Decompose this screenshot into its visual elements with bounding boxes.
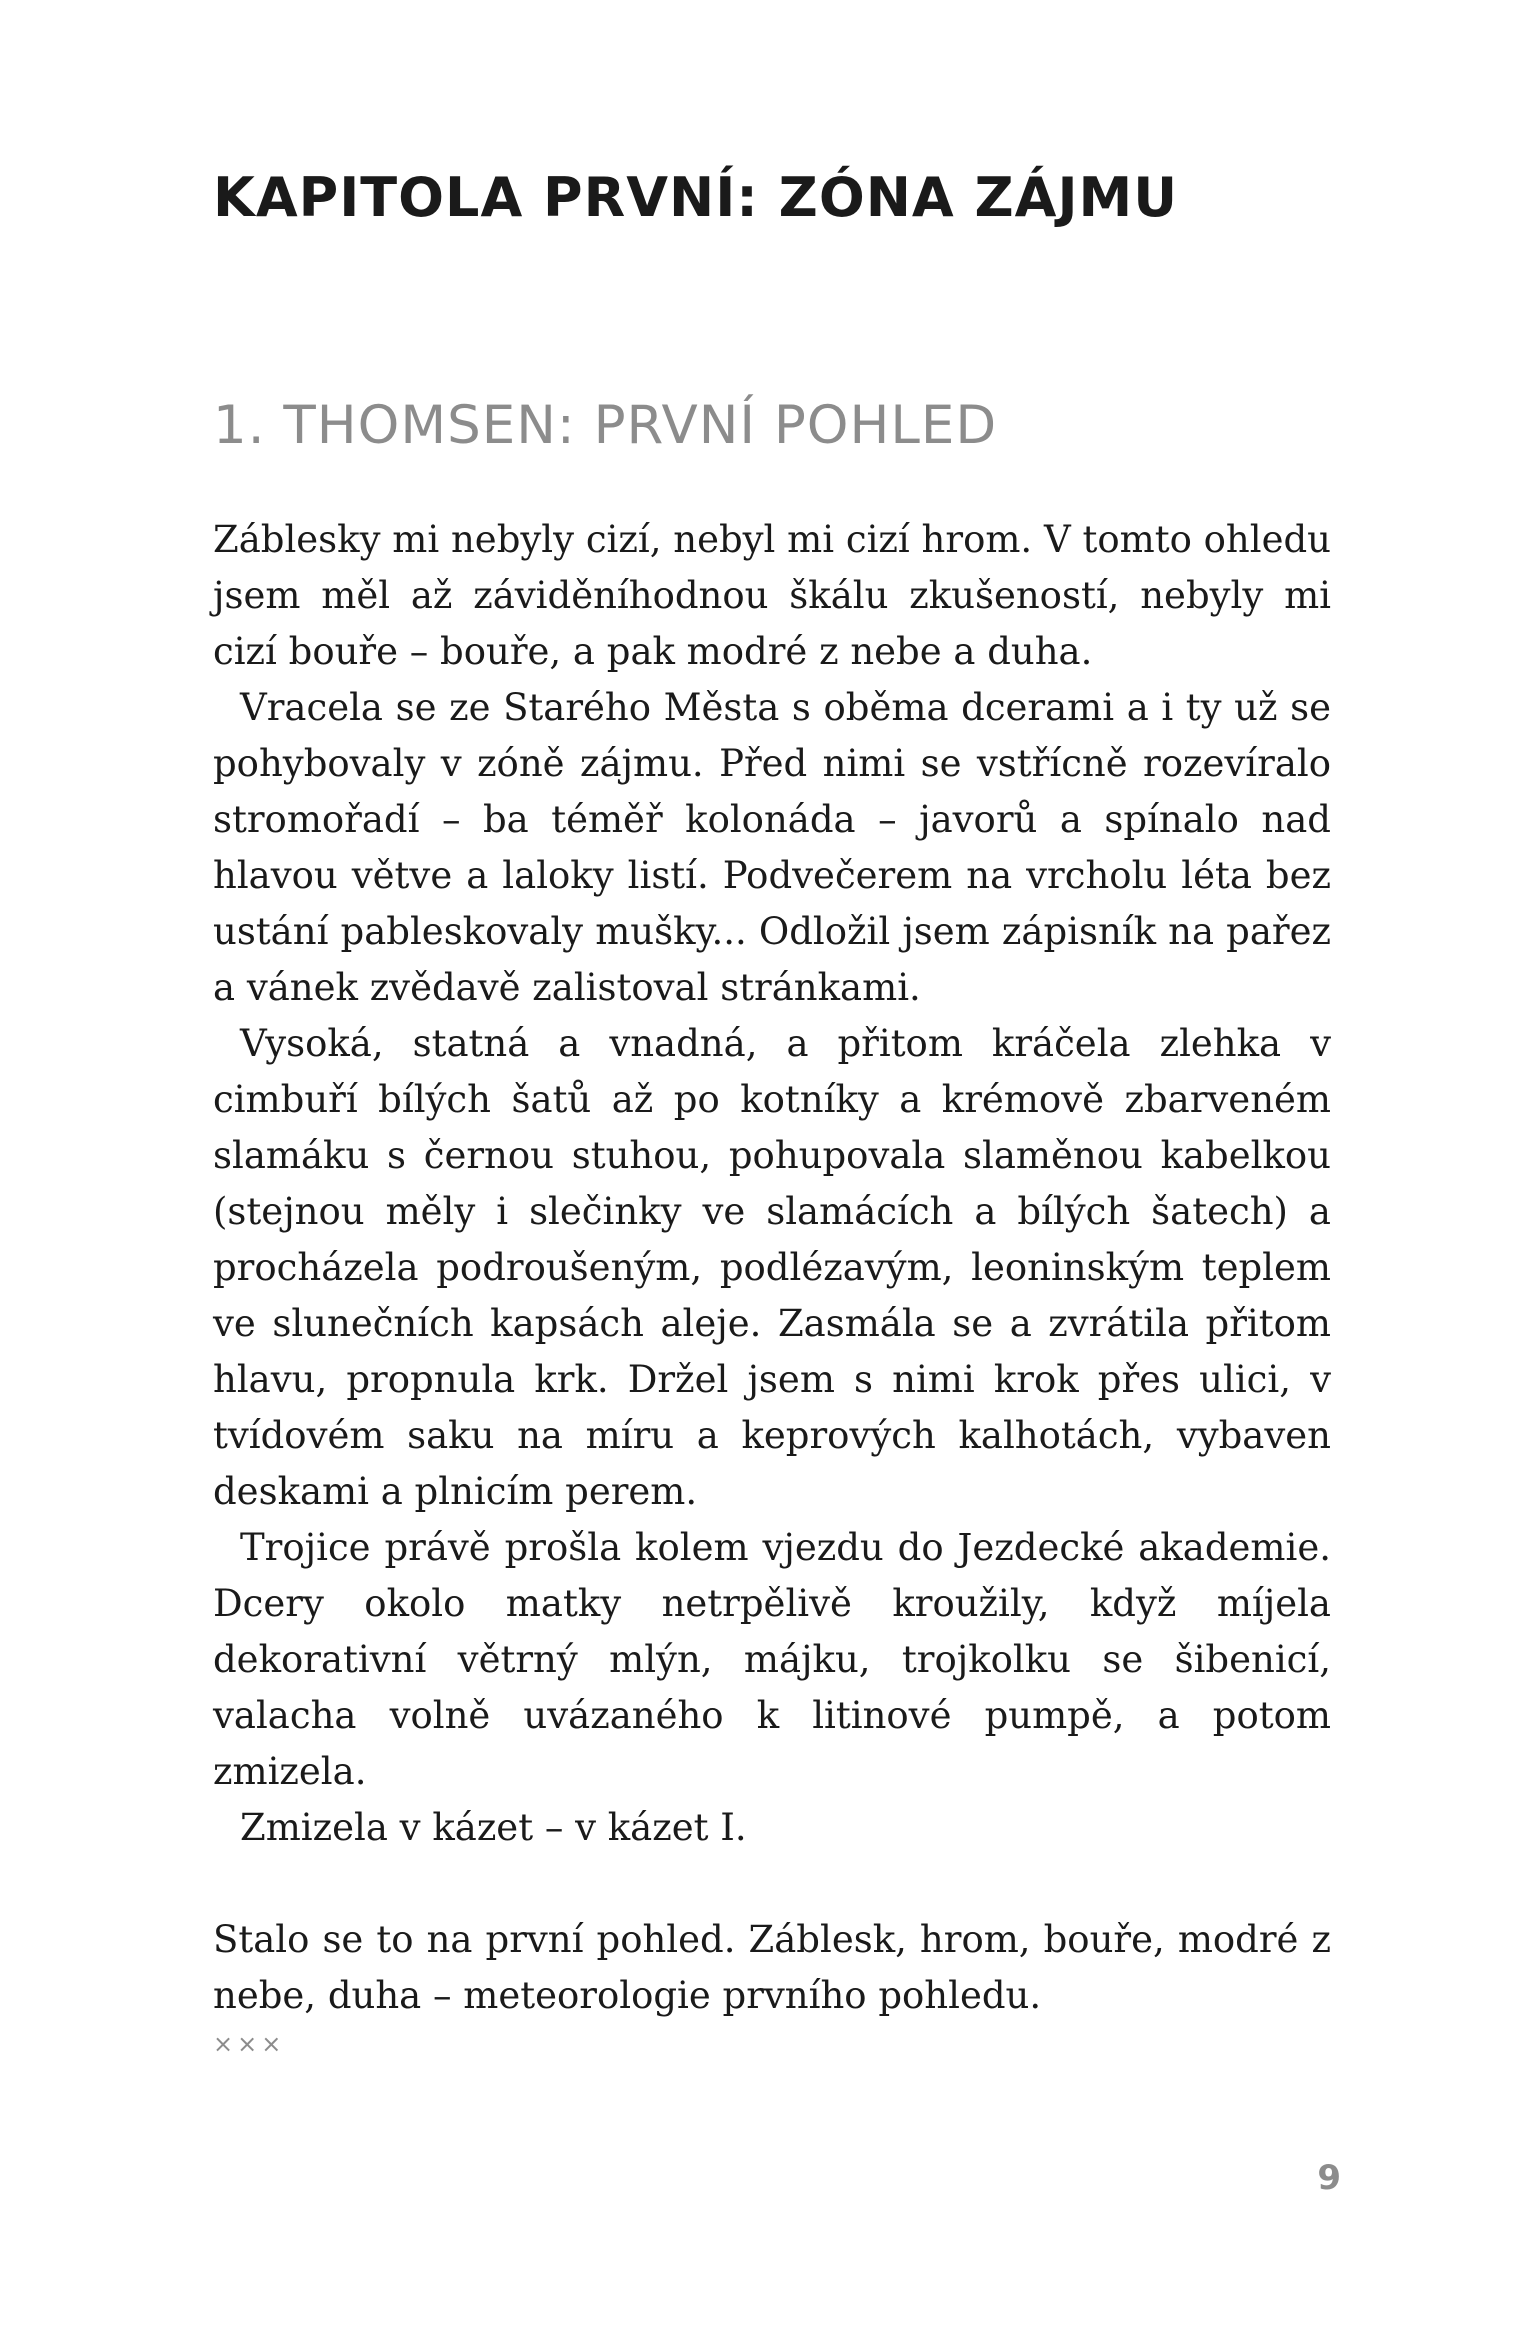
paragraph: Vracela se ze Starého Města s oběma dcerami a i ty už se pohybovaly v zóně zájmu. Před nimi se vstřícně rozevíralo stromořadí – ba téměř kolonáda – javorů a spínalo nad hlavou větve a laloky listí. Podvečerem na vrcholu léta bez ustání pableskovaly mušky... Odložil jsem zápisník na pařez a vánek zvědavě zalistoval stránkami. <box>213 686 1331 1009</box>
section-title: 1. THOMSEN: PRVNÍ POHLED <box>213 395 998 456</box>
paragraph: Vysoká, statná a vnadná, a přitom kráčela zlehka v cimbuří bílých šatů až po kotníky a krémově zbarveném slamáku s černou stuhou, pohupovala slaměnou kabelkou (stejnou měly i slečinky ve slamácích a bílých šatech) a procházela podroušeným, podlézavým, leoninským teplem ve slunečních kapsách aleje. Zasmála se a zvrátila přitom hlavu, propnula krk. Držel jsem s nimi krok přes ulici, v tvídovém saku na míru a keprových kalhotách, vybaven deskami a plnicím perem. <box>213 1022 1331 1513</box>
paragraph: Trojice právě prošla kolem vjezdu do Jezdecké akademie. Dcery okolo matky netrpělivě kroužily, když míjela dekorativní větrný mlýn, májku, trojkolku se šibenicí, valacha volně uvázaného k litinové pumpě, a potom zmizela. <box>213 1526 1331 1793</box>
chapter-title: KAPITOLA PRVNÍ: ZÓNA ZÁJMU <box>213 166 1179 229</box>
body-text <box>213 512 1331 2024</box>
paragraph: Stalo se to na první pohled. Záblesk, hrom, bouře, modré z nebe, duha – meteorologie prvního pohledu. <box>213 1918 1331 2017</box>
paragraph: Záblesky mi nebyly cizí, nebyl mi cizí hrom. V tomto ohledu jsem měl až záviděníhodnou škálu zkušeností, nebyly mi cizí bouře – bouře, a pak modré z nebe a duha. <box>213 518 1331 673</box>
section-separator: ××× <box>213 2030 286 2058</box>
paragraph: Zmizela v kázet – v kázet I. <box>240 1806 747 1849</box>
page-number: 9 <box>1317 2158 1341 2198</box>
